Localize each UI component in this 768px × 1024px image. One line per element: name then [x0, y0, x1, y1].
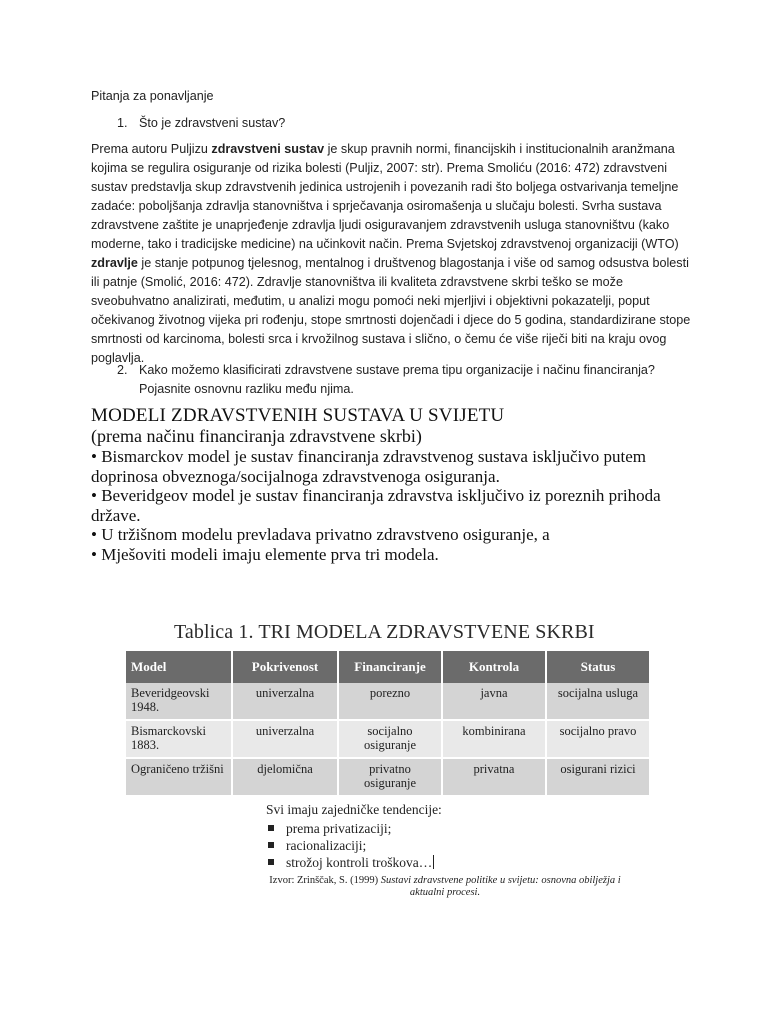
table-cell: osigurani rizici — [546, 758, 649, 796]
question-2-line-2: Pojasnite osnovnu razliku među njima. — [139, 382, 354, 396]
table-header-cell: Status — [546, 651, 649, 683]
table-title-prefix: Tablica 1. — [174, 621, 254, 643]
question-1-text: Što je zdravstveni sustav? — [139, 116, 286, 130]
tendencies-intro: Svi imaju zajedničke tendencije: — [266, 802, 442, 817]
models-item: • Mješoviti modeli imaju elemente prva tri modela. — [91, 544, 439, 564]
list-item-text: racionalizaciji; — [286, 838, 367, 853]
para-bold-2: zdravlje — [91, 256, 138, 270]
models-item: • U tržišnom modelu prevladava privatno zdravstveno osiguranje, a — [91, 525, 550, 544]
table-cell: Beveridgeovski 1948. — [126, 683, 232, 720]
table-cell: socijalna usluga — [546, 683, 649, 720]
source-citation — [260, 875, 630, 899]
models-item: • Beveridgeov model je sustav financiranja zdravstva isključivo iz poreznih prihoda države. — [91, 486, 661, 525]
table-header-cell: Model — [126, 651, 232, 683]
table-row — [126, 683, 649, 720]
table-cell: djelomična — [232, 758, 338, 796]
table-cell: kombinirana — [442, 720, 546, 758]
question-2 — [117, 361, 677, 399]
models-section — [91, 405, 711, 564]
table-cell: Bismarckovski 1883. — [126, 720, 232, 758]
table-cell: univerzalna — [232, 683, 338, 720]
table-cell: univerzalna — [232, 720, 338, 758]
para-text-3: je stanje potpunog tjelesnog, mentalnog i društvenog blagostanja i više od samog odsustva bolesti ili patnje (Smolić, 2016: 472). Zdravlje stanovništva ili kvaliteta zdravstvene skrbi teško se može sveobuhvatno analizirati, međutim, u analizi mogu pomoći neki mjerljivi i objektivni pokazatelji, poput očekivanog životnog vijeka pri rođenju, stope smrtnosti dojenčadi i djece do 5 godina, standardizirane stope smrtnosti od karcinoma, bolesti srca i krvožilnog sustava i slično, o čemu će više riječi biti na kraju ovog poglavlja. — [91, 256, 691, 365]
para-bold-1: zdravstveni sustav — [211, 142, 325, 156]
table-header-row — [126, 651, 649, 683]
models-item: • Bismarckov model je sustav financiranja zdravstvenog sustava isključivo putem doprinosa obveznoga/socijalnoga zdravstvenoga osiguranja. — [91, 447, 647, 486]
list-item — [266, 854, 442, 871]
tendencies-block — [266, 801, 442, 871]
table-cell: privatno osiguranje — [338, 758, 442, 796]
question-2-line-1: Kako možemo klasificirati zdravstvene sustave prema tipu organizacije i načinu financiranja? — [139, 363, 655, 377]
answer-paragraph — [91, 140, 691, 368]
square-bullet-icon — [268, 842, 274, 848]
list-item — [266, 820, 442, 837]
para-text-1: Prema autoru Puljizu — [91, 142, 212, 156]
table-cell: socijalno osiguranje — [338, 720, 442, 758]
list-item — [266, 837, 442, 854]
tendencies-list — [266, 820, 442, 871]
table-cell: javna — [442, 683, 546, 720]
table-row — [126, 758, 649, 796]
table-title — [174, 620, 595, 644]
models-title: MODELI ZDRAVSTVENIH SUSTAVA U SVIJETU — [91, 405, 505, 426]
table-cell: socijalno pravo — [546, 720, 649, 758]
page-heading: Pitanja za ponavljanje — [91, 89, 214, 103]
question-1 — [117, 114, 285, 133]
question-2-number: 2. — [117, 363, 128, 377]
models-subtitle: (prema načinu financiranja zdravstvene skrbi) — [91, 426, 422, 446]
table-header-cell: Kontrola — [442, 651, 546, 683]
table-title-text: TRI MODELA ZDRAVSTVENE SKRBI — [258, 621, 595, 643]
table-row — [126, 720, 649, 758]
source-prefix: Izvor: Zrinščak, S. (1999) — [269, 875, 381, 886]
table-header-cell: Pokrivenost — [232, 651, 338, 683]
table-header-cell: Financiranje — [338, 651, 442, 683]
table-cell: privatna — [442, 758, 546, 796]
list-item-text: strožoj kontroli troškova… — [286, 855, 433, 870]
question-2-text — [139, 361, 677, 399]
para-text-2: je skup pravnih normi, financijskih i institucionalnih aranžmana kojima se regulira osiguranje od rizika bolesti (Puljiz, 2007: str). Prema Smoliću (2016: 472) zdravstveni sustav predstavlja skup zdravstvenih jedinica ustrojenih i povezanih radi što boljega ostvarivanja temeljne zadaće: poboljšanja zdravlja stanovništva i sprječavanja osiromašenja u slučaju bolesti. Svrha sustava zdravstvene zaštite je unaprjeđenje zdravlja ljudi osiguravanjem zdravstvenih usluga stanovništvu (kako moderne, tako i tradicijske medicine) na učinkovit način. Prema Svjetskoj zdravstvenoj organizaciji (WTO) — [91, 142, 679, 251]
square-bullet-icon — [268, 859, 274, 865]
models-table — [126, 651, 649, 797]
table-cell: porezno — [338, 683, 442, 720]
list-item-text: prema privatizaciji; — [286, 821, 392, 836]
table-cell: Ograničeno tržišni — [126, 758, 232, 796]
text-cursor-icon — [433, 855, 434, 869]
source-title: Sustavi zdravstvene politike u svijetu: osnovna obilježja i aktualni procesi. — [380, 875, 621, 898]
square-bullet-icon — [268, 825, 274, 831]
question-1-number: 1. — [117, 116, 128, 130]
